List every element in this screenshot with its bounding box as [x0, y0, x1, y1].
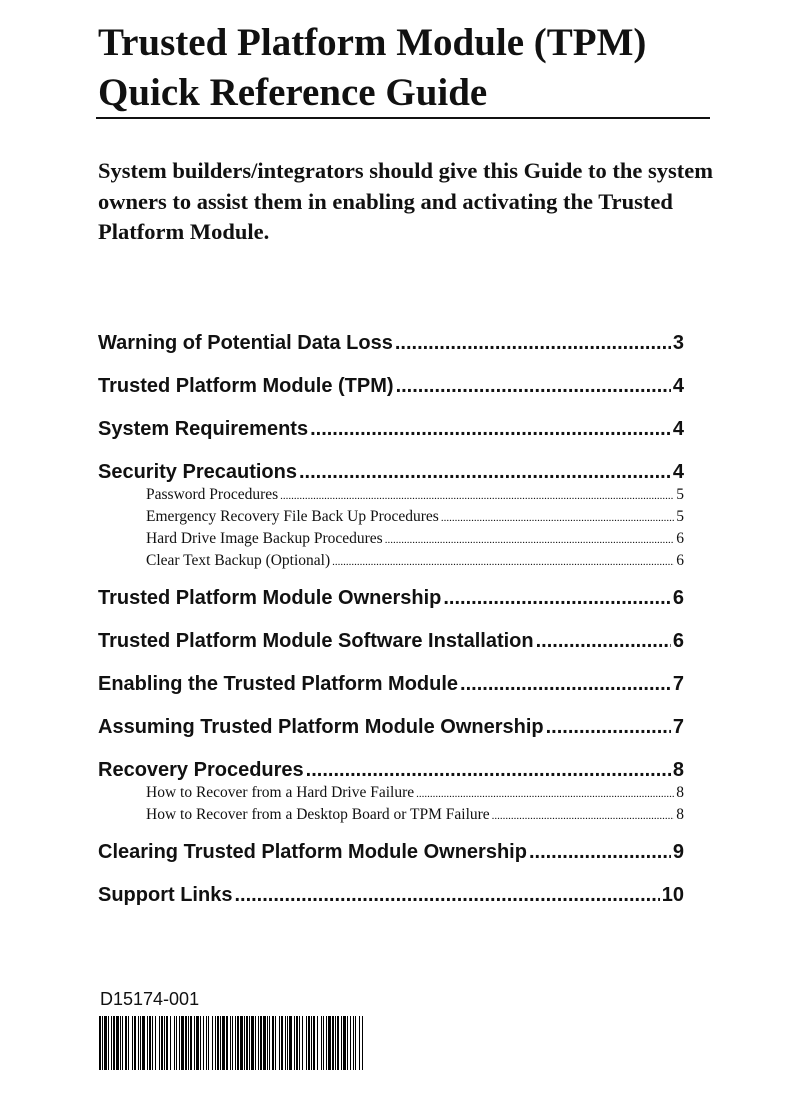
- toc-entry: [98, 667, 684, 710]
- toc-dot-leader: [441, 507, 674, 529]
- toc-dot-leader: [460, 667, 671, 701]
- toc-heading-label: Trusted Platform Module (TPM): [98, 375, 394, 397]
- toc-entry: [98, 412, 684, 455]
- barcode-icon: [99, 1016, 363, 1070]
- toc-dot-leader: [310, 412, 671, 446]
- toc-heading-label: Clearing Trusted Platform Module Ownership: [98, 841, 527, 863]
- toc-subentry-label: Clear Text Backup (Optional): [146, 552, 331, 569]
- toc-page-number: 3: [672, 332, 684, 354]
- toc-subentry-row[interactable]: [98, 782, 684, 804]
- toc-dot-leader: [416, 783, 674, 805]
- toc-page-number: 6: [672, 587, 684, 609]
- toc-heading-label: Security Precautions: [98, 461, 297, 483]
- toc-subentry-row[interactable]: [98, 804, 684, 826]
- toc-subentries: [98, 782, 684, 835]
- toc-heading-label: System Requirements: [98, 418, 309, 440]
- toc-subentry-label: How to Recover from a Hard Drive Failure: [146, 784, 415, 801]
- toc-page-number: 8: [676, 806, 684, 823]
- toc-dot-leader: [396, 369, 671, 403]
- toc-dot-leader: [299, 455, 671, 489]
- toc-page-number: 7: [672, 673, 684, 695]
- toc-page-number: 8: [672, 759, 684, 781]
- toc-heading-row[interactable]: [98, 326, 684, 369]
- toc-dot-leader: [332, 551, 674, 573]
- toc-dot-leader: [443, 581, 671, 615]
- intro-paragraph: System builders/integrators should give this Guide to the system owners to assist them in enabling and activating the Trusted Platform Module.: [98, 158, 714, 244]
- toc-heading-row[interactable]: [98, 624, 684, 667]
- toc-entry: [98, 624, 684, 667]
- toc-dot-leader: [536, 624, 671, 658]
- table-of-contents: [98, 326, 684, 921]
- toc-heading-row[interactable]: [98, 878, 684, 921]
- toc-heading-label: Enabling the Trusted Platform Module: [98, 673, 459, 695]
- toc-page-number: 5: [676, 486, 684, 503]
- toc-dot-leader: [234, 878, 659, 912]
- document-title: [98, 18, 718, 118]
- toc-entry: [98, 878, 684, 921]
- toc-page-number: 8: [676, 784, 684, 801]
- document-number: D15174-001: [100, 989, 200, 1009]
- toc-heading-row[interactable]: [98, 710, 684, 753]
- toc-dot-leader: [546, 710, 671, 744]
- toc-page-number: 9: [672, 841, 684, 863]
- toc-subentry-label: Password Procedures: [146, 486, 279, 503]
- toc-heading-row[interactable]: [98, 412, 684, 455]
- toc-page-number: 5: [676, 508, 684, 525]
- toc-subentry-row[interactable]: [98, 484, 684, 506]
- toc-heading-label: Warning of Potential Data Loss: [98, 332, 393, 354]
- toc-subentry-row[interactable]: [98, 506, 684, 528]
- toc-entry: [98, 326, 684, 369]
- toc-subentry-label: Emergency Recovery File Back Up Procedures: [146, 508, 439, 525]
- toc-dot-leader: [529, 835, 671, 869]
- toc-entry: [98, 753, 684, 835]
- toc-entry: [98, 710, 684, 753]
- toc-page-number: 4: [672, 375, 684, 397]
- toc-entry: [98, 581, 684, 624]
- title-line-1: Trusted Platform Module (TPM): [98, 21, 647, 64]
- toc-page-number: 4: [672, 418, 684, 440]
- toc-heading-label: Support Links: [98, 884, 233, 906]
- toc-dot-leader: [492, 805, 675, 827]
- toc-heading-label: Trusted Platform Module Software Installation: [98, 630, 534, 652]
- toc-heading-label: Recovery Procedures: [98, 759, 304, 781]
- toc-heading-row[interactable]: [98, 581, 684, 624]
- title-line-2: Quick Reference Guide: [98, 71, 488, 114]
- title-rule: [96, 117, 710, 119]
- toc-dot-leader: [385, 529, 675, 551]
- toc-heading-label: Assuming Trusted Platform Module Ownership: [98, 716, 544, 738]
- toc-entry: [98, 835, 684, 878]
- toc-heading-row[interactable]: [98, 835, 684, 878]
- toc-subentry-label: Hard Drive Image Backup Procedures: [146, 530, 383, 547]
- toc-dot-leader: [395, 326, 671, 360]
- toc-page-number: 10: [661, 884, 684, 906]
- toc-heading-label: Trusted Platform Module Ownership: [98, 587, 442, 609]
- toc-subentry-row[interactable]: [98, 528, 684, 550]
- toc-subentry-label: How to Recover from a Desktop Board or TPM Failure: [146, 806, 490, 823]
- toc-subentry-row[interactable]: [98, 550, 684, 572]
- toc-entry: [98, 455, 684, 581]
- toc-heading-row[interactable]: [98, 369, 684, 412]
- toc-dot-leader: [280, 485, 674, 507]
- toc-page-number: 6: [676, 552, 684, 569]
- toc-page-number: 7: [672, 716, 684, 738]
- toc-heading-row[interactable]: [98, 667, 684, 710]
- toc-page-number: 4: [672, 461, 684, 483]
- toc-page-number: 6: [676, 530, 684, 547]
- toc-entry: [98, 369, 684, 412]
- toc-page-number: 6: [672, 630, 684, 652]
- toc-subentries: [98, 484, 684, 581]
